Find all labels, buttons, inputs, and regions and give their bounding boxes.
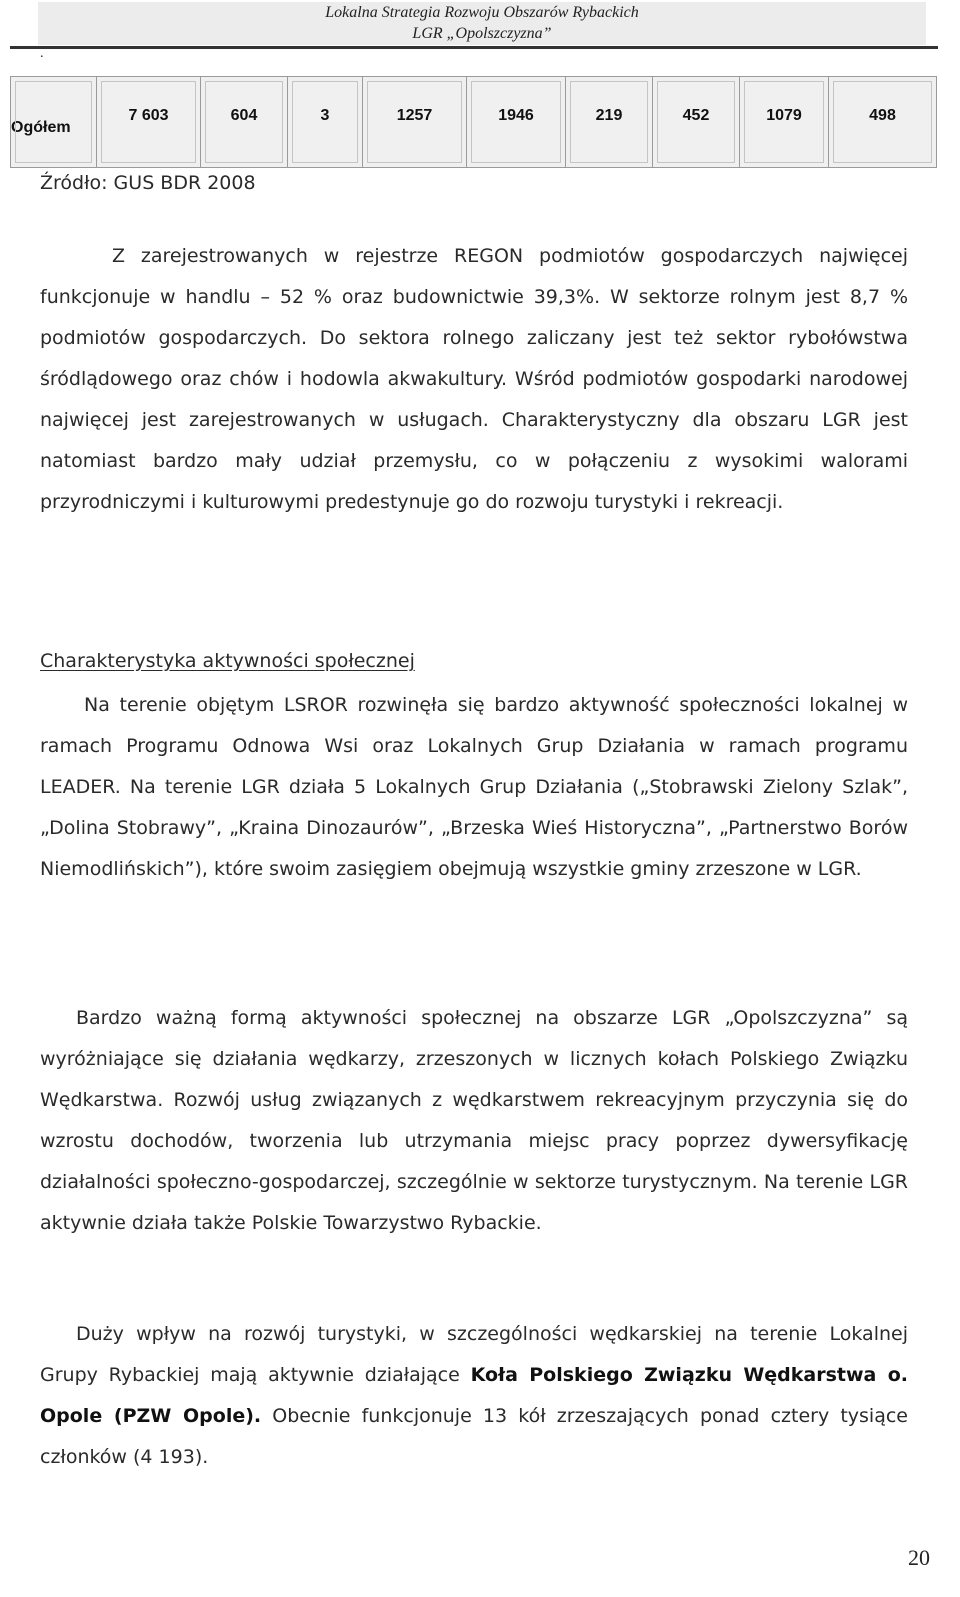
cell-value: 1257: [396, 107, 433, 124]
header-subtitle: LGR „Opolszczyzna”: [412, 25, 552, 42]
cell-value: 3: [320, 107, 330, 124]
paragraph-anglers: Bardzo ważną formą aktywności społecznej na obszarze LGR „Opolszczyzna” są wyróżniające się działania wędkarzy, zrzeszonych w licznych kołach Polskiego Związku Wędkarstwa. Rozwój usług związanych z wędkarstwem rekreacyjnym przyczynia się do wzrostu dochodów, tworzenia lub utrzymania miejsc pracy poprzez dywersyfikację działalności społeczno-gospodarczej, szczególnie w sektorze turystycznym. Na terenie LGR aktywnie działa także Polskie Towarzystwo Rybackie.: [40, 1007, 908, 1234]
page-number: 20: [908, 1545, 930, 1570]
table-cell: [652, 76, 740, 168]
paragraph-regon: Z zarejestrowanych w rejestrze REGON podmiotów gospodarczych najwięcej funkcjonuje w handlu – 52 % oraz budownictwie 39,3%. W sektorze rolnym jest 8,7 % podmiotów gospodarczych. Do sektora rolnego zaliczany jest też sektor rybołówstwa śródlądowego oraz chów i hodowla akwakultury. Wśród podmiotów gospodarki narodowej najwięcej jest zarejestrowanych w usługach. Charakterystyczny dla obszaru LGR jest natomiast bardzo mały udział przemysłu, co w połączeniu z wysokimi walorami przyrodniczymi i kulturowymi predestynuje go do rozwoju turystyki i rekreacji.: [40, 245, 908, 513]
table-cell: [828, 76, 937, 168]
table-cell: [565, 76, 653, 168]
table-cell: [739, 76, 829, 168]
table-cell: [200, 76, 288, 168]
table-cell: [362, 76, 467, 168]
cell-value: 604: [230, 107, 258, 124]
table-row: [10, 76, 938, 168]
header-dot: .: [40, 46, 44, 61]
cell-value: 219: [595, 107, 623, 124]
header-divider: [10, 46, 938, 49]
paragraph-pzw-rest: Obecnie funkcjonuje 13 kół zrzeszających ponad cztery tysiące członków (4 193).: [40, 1405, 908, 1468]
paragraph-pzw: [40, 1314, 908, 1478]
table-cell: [466, 76, 566, 168]
row-label: Ogółem: [11, 119, 71, 136]
table-source: Źródło: GUS BDR 2008: [40, 172, 256, 194]
table-cell: [287, 76, 363, 168]
paragraph-pzw-bold: Koła Polskiego Związku Wędkarstwa o. Opole (PZW Opole).: [40, 1364, 908, 1427]
section-heading: Charakterystyka aktywności społecznej: [40, 650, 415, 672]
table-cell: [96, 76, 201, 168]
cell-value: 452: [682, 107, 710, 124]
cell-value: 498: [869, 107, 896, 124]
table-cell-label: [10, 76, 97, 168]
cell-value: 7 603: [128, 107, 169, 124]
running-header: [38, 2, 926, 45]
header-title: Lokalna Strategia Rozwoju Obszarów Rybackich: [325, 4, 639, 21]
paragraph-pzw-intro: Duży wpływ na rozwój turystyki, w szczególności wędkarskiej na terenie Lokalnej Grupy Rybackiej mają aktywnie działające: [40, 1323, 908, 1386]
cell-value: 1946: [498, 107, 534, 124]
paragraph-lgd: Na terenie objętym LSROR rozwinęła się bardzo aktywność społeczności lokalnej w ramach Programu Odnowa Wsi oraz Lokalnych Grup Działania w ramach programu LEADER. Na terenie LGR działa 5 Lokalnych Grup Działania („Stobrawski Zielony Szlak”, „Dolina Stobrawy”, „Kraina Dinozaurów”, „Brzeska Wieś Historyczna”, „Partnerstwo Borów Niemodlińskich”), które swoim zasięgiem obejmują wszystkie gminy zrzeszone w LGR.: [40, 694, 908, 880]
cell-value: 1079: [766, 107, 802, 124]
